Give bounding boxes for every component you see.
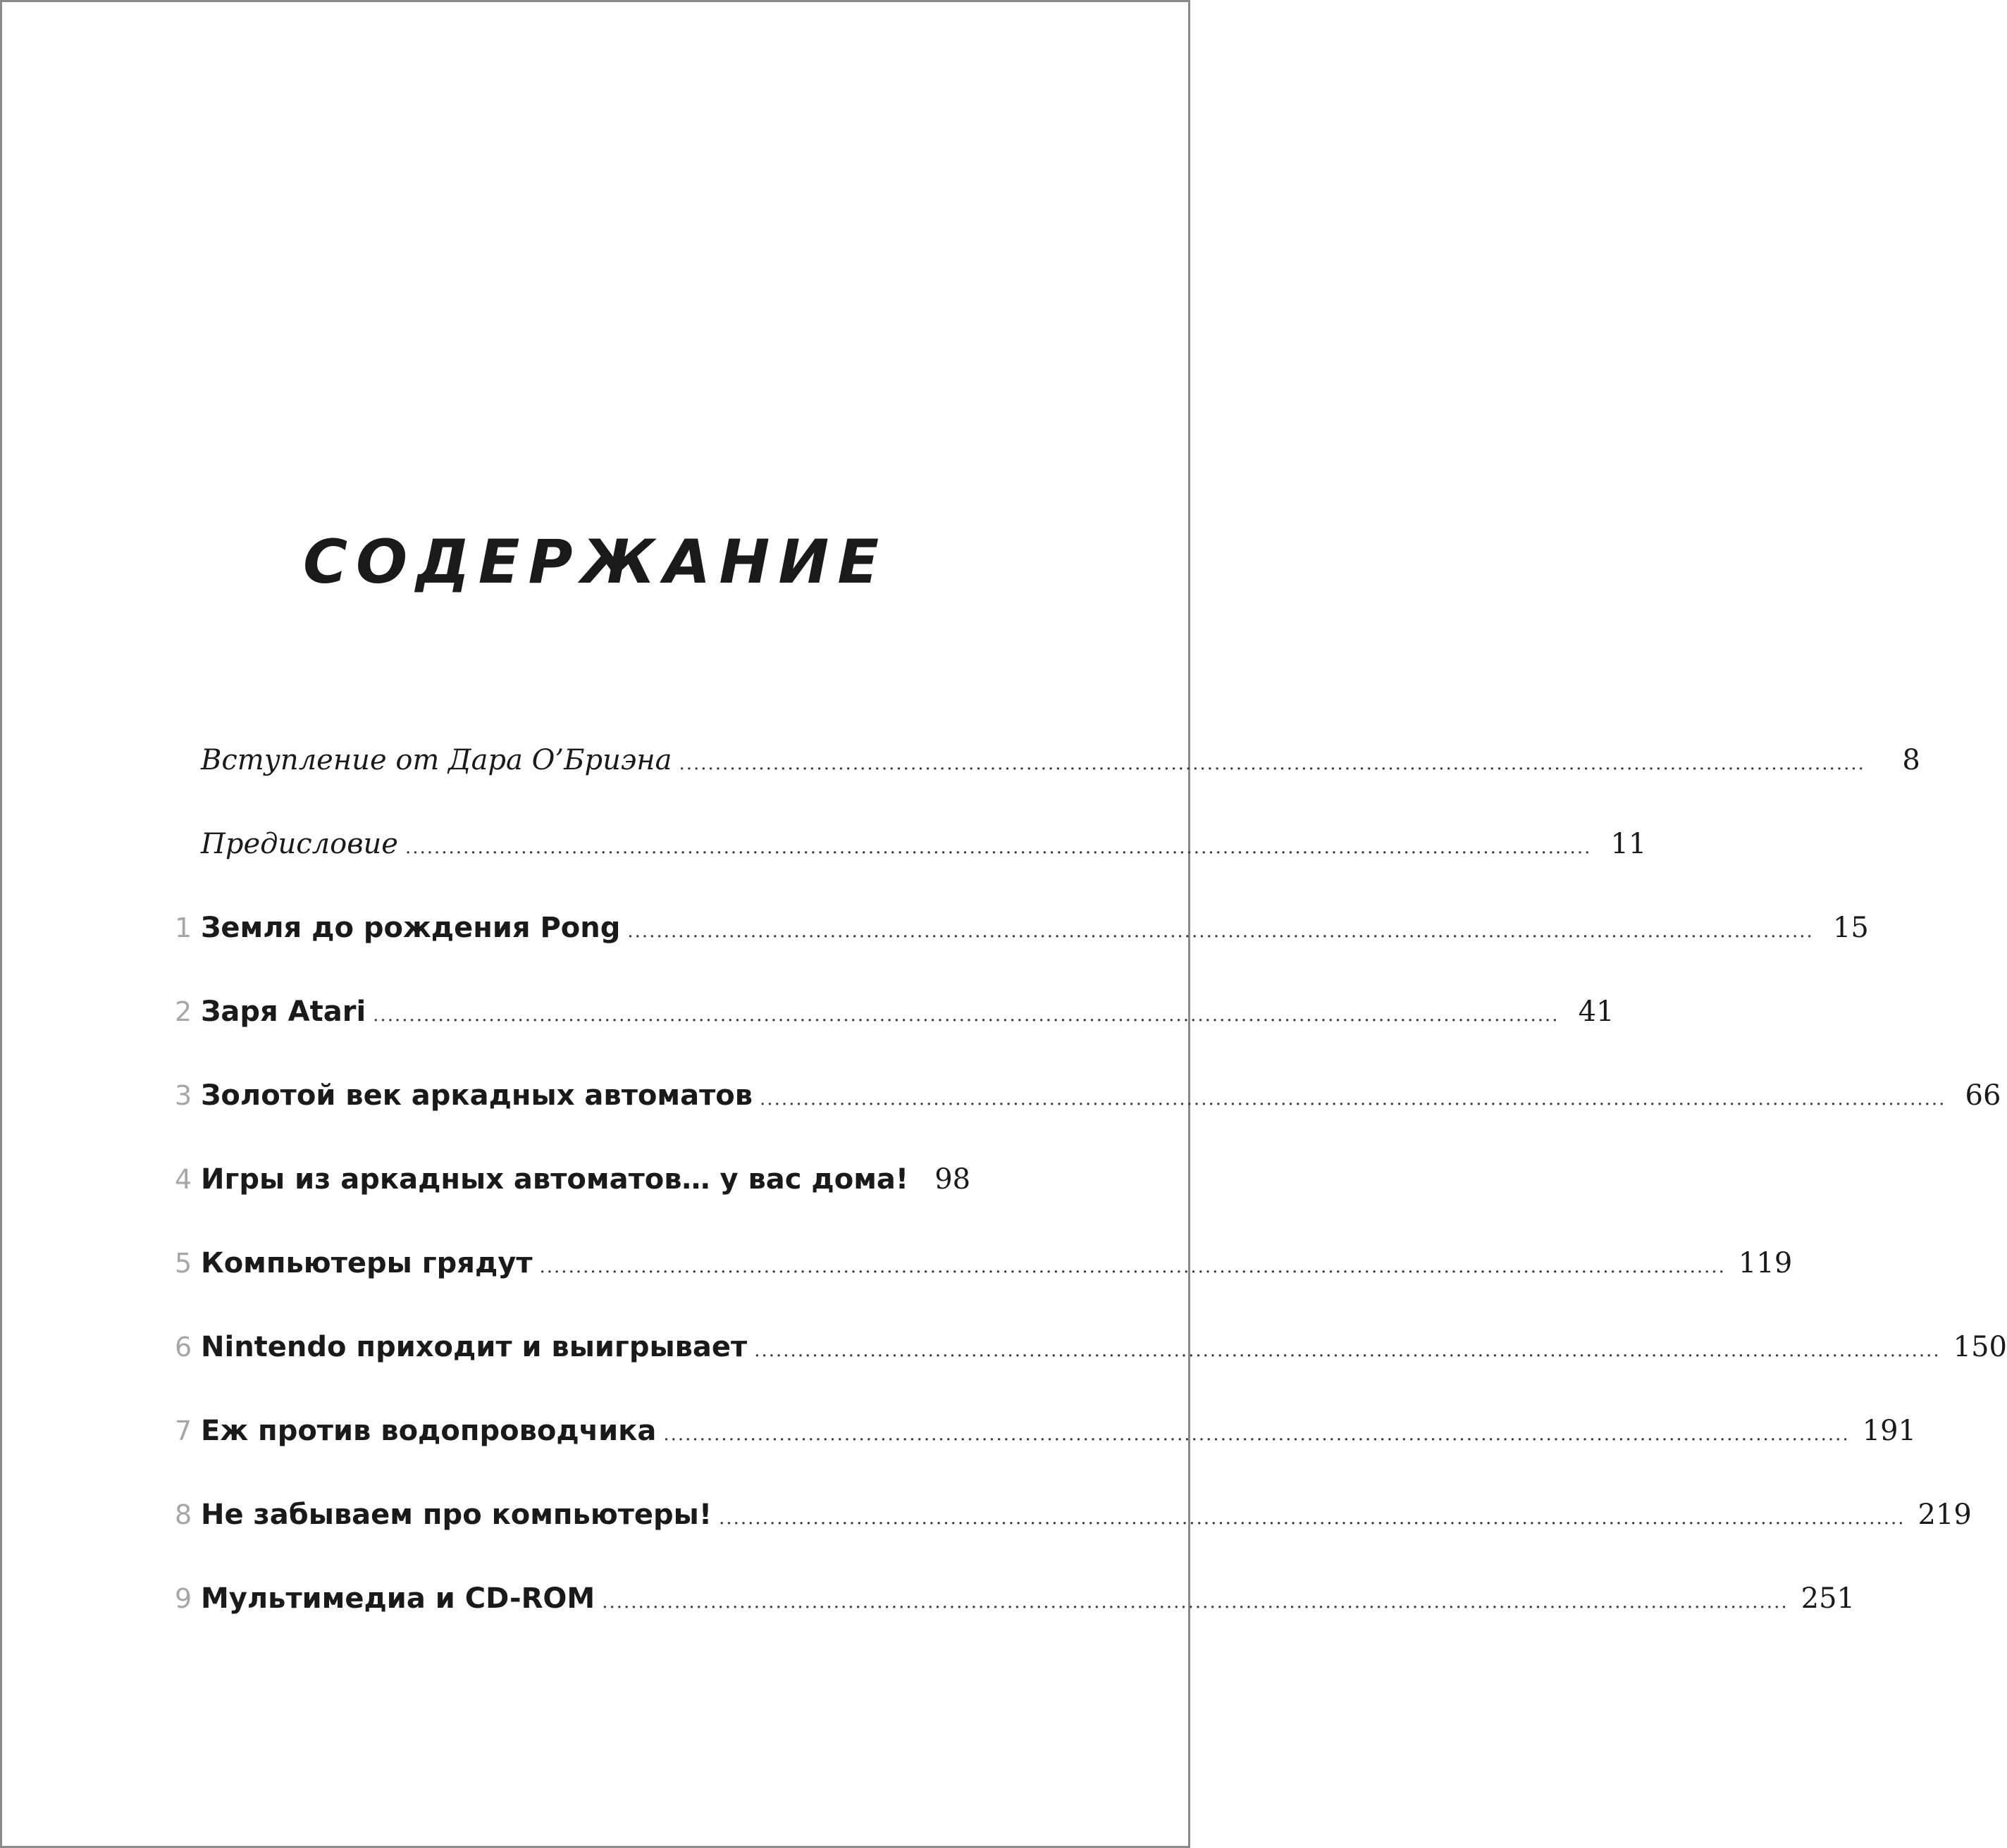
toc-entry[interactable]: [175, 1402, 1917, 1486]
page-number: 15: [1832, 912, 1869, 944]
toc-entry[interactable]: [175, 983, 1614, 1067]
toc-entry[interactable]: [175, 1067, 2001, 1151]
page-number: 41: [1578, 996, 1614, 1028]
page-number: 219: [1918, 1499, 1972, 1531]
entry-title: Вступление от Дара О’Бриэна: [201, 744, 672, 776]
chapter-number: 6: [175, 1332, 192, 1363]
entry-title: Компьютеры грядут: [201, 1247, 533, 1279]
chapter-number: 2: [175, 996, 192, 1027]
entry-title: Не забываем про компьютеры!: [201, 1499, 712, 1531]
entry-title: Игры из аркадных автоматов… у вас дома!: [201, 1163, 909, 1196]
chapter-number: 5: [175, 1248, 192, 1279]
toc-entry[interactable]: [175, 1318, 2007, 1402]
toc-entry[interactable]: [175, 731, 1920, 815]
toc-entry[interactable]: [175, 899, 1869, 983]
chapter-number: 7: [175, 1415, 192, 1446]
toc-entry[interactable]: [175, 1570, 1855, 1654]
toc-entry[interactable]: [175, 1486, 1972, 1570]
dot-leader: ....................................................................................................................................................................: [663, 1424, 1850, 1445]
entry-title: Еж против водопроводчика: [201, 1415, 657, 1447]
toc-entry[interactable]: [175, 1234, 1793, 1318]
page-number: 66: [1965, 1079, 2001, 1112]
page-number: 251: [1801, 1582, 1855, 1615]
chapter-number: 8: [175, 1499, 192, 1530]
entry-title: Золотой век аркадных автоматов: [201, 1079, 753, 1112]
toc-entry[interactable]: [175, 1151, 971, 1234]
dot-leader: ....................................................................................................................................................................: [373, 1005, 1560, 1026]
entry-title: Заря Atari: [201, 996, 366, 1028]
entry-title: Предисловие: [201, 828, 398, 860]
page-number: 11: [1610, 828, 1647, 860]
dot-leader: ....................................................................................................................................................................: [602, 1592, 1789, 1613]
dot-leader: ....................................................................................................................................................................: [539, 1256, 1726, 1277]
page-number: 98: [934, 1163, 971, 1196]
dot-leader: ....................................................................................................................................................................: [754, 1340, 1941, 1361]
page-number: 191: [1862, 1415, 1917, 1447]
toc-entry[interactable]: [175, 815, 1647, 899]
dot-leader: ....................................................................................................................................................................: [405, 837, 1592, 858]
page-number: 119: [1738, 1247, 1793, 1279]
dot-leader: ....................................................................................................................................................................: [760, 1089, 1946, 1110]
dot-leader: ....................................................................................................................................................................: [719, 1508, 1906, 1529]
chapter-number: 1: [175, 912, 192, 943]
page-number: 150: [1953, 1331, 2007, 1363]
entry-title: Nintendo приходит и выигрывает: [201, 1331, 748, 1363]
chapter-number: 4: [175, 1164, 192, 1195]
chapter-number: 9: [175, 1583, 192, 1614]
dot-leader: ....................................................................................................................................................................: [679, 753, 1865, 774]
page-title: СОДЕРЖАНИЕ: [302, 527, 888, 597]
entry-title: Мультимедиа и CD-ROM: [201, 1582, 595, 1615]
entry-title: Земля до рождения Pong: [201, 912, 621, 944]
dot-leader: ....................................................................................................................................................................: [627, 921, 1814, 942]
page-number: 8: [1902, 744, 1920, 776]
toc-list: [175, 731, 2007, 1654]
chapter-number: 3: [175, 1080, 192, 1111]
